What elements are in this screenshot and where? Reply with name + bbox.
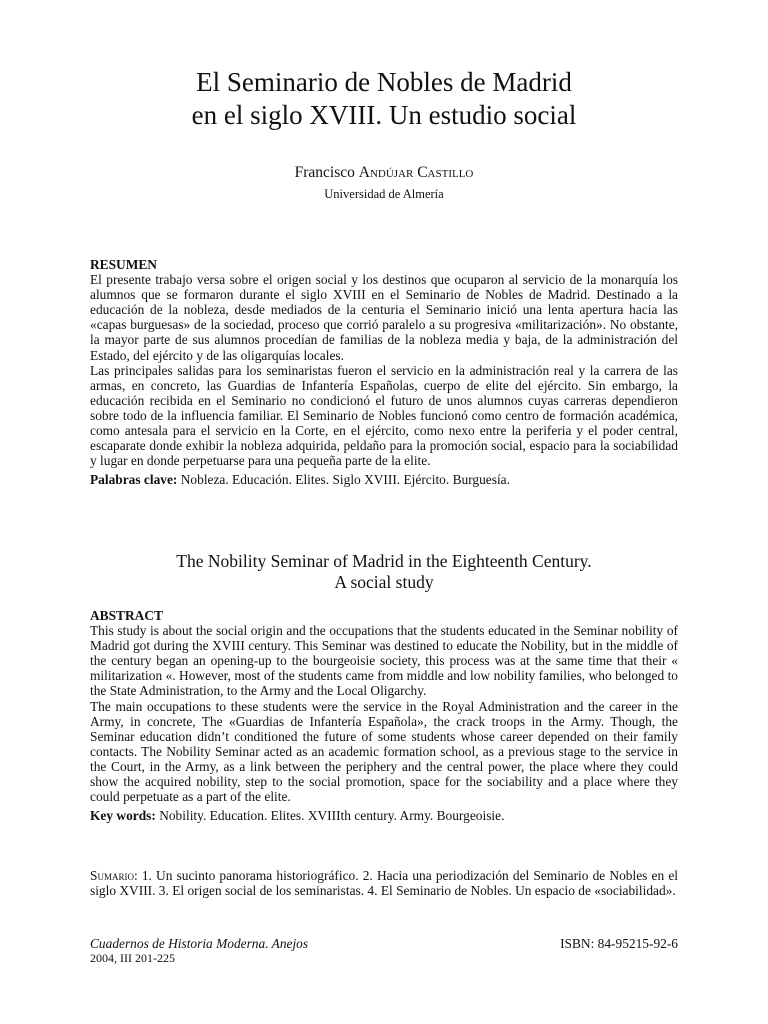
title-line-2: en el siglo XVIII. Un estudio social xyxy=(191,100,577,130)
sumario-section xyxy=(90,868,678,898)
resumen-keywords-text: Nobleza. Educación. Elites. Siglo XVIII. Ejército. Burguesía. xyxy=(177,472,510,488)
english-title-line-2: A social study xyxy=(334,572,434,592)
journal-name: Cuadernos de Historia Moderna. Anejos xyxy=(90,936,309,951)
english-title-line-1: The Nobility Seminar of Madrid in the Eighteenth Century. xyxy=(176,551,592,571)
abstract-paragraph-2: The main occupations to these students were the service in the Royal Administration and the career in the Army, in concrete, The «Guardias de Infantería Española», the crack troops in the Army. Though, the Seminar education didn’t conditioned the future of some students whose career depended on their family contacts. The Nobility Seminar acted as an academic formation school, as a previous stage to the service in the Court, in the Army, as a link between the periphery and the central power, the place where they could show the acquired nobility, step to the social promotion, space for the sociability and a place where they could perpetuate as a part of the elite. xyxy=(90,698,678,805)
abstract-paragraph-1: This study is about the social origin and the occupations that the students educated in the Seminar nobility of Madrid got during the XVIII century. This Seminar was destined to educate the Nobility, but in the middle of the century began an opening-up to the bourgeoisie society, this process was at the same time that their « militarization «. However, most of the students came from middle and low nobility families, who belonged to the State Administration, to the Army and the Local Oligarchy. xyxy=(90,623,678,699)
footer-journal-info xyxy=(90,936,308,966)
resumen-paragraph-2: Las principales salidas para los seminaristas fueron el servicio en la administración real y la carrera de las armas, en concreto, las Guardias de Infantería Españolas, cuerpo de elite del ejército. Sin embargo, la educación recibida en el Seminario no condicionó el futuro de unos alumnos cuyas carreras dependieron sobre todo de la influencia familiar. El Seminario de Nobles funcionó como centro de formación académica, como antesala para el servicio en la Corte, en el ejército, como nexo entre la periferia y el poder central, escaparate donde exhibir la nobleza adquirida, peldaño para la promoción social, espacio para la sociabilidad y lugar en donde perpetuarse para una pequeña parte de la elite. xyxy=(90,362,678,469)
abstract-section xyxy=(90,608,678,823)
abstract-keywords xyxy=(90,808,678,823)
sumario-text xyxy=(90,868,678,898)
abstract-keywords-label: Key words: xyxy=(90,808,156,824)
sumario-content: 1. Un sucinto panorama historiográfico. 2. Hacia una periodización del Seminario de Nobles en el siglo XVIII. 3. El origen social de los seminaristas. 4. El Seminario de Nobles. Un espacio de «sociabilidad». xyxy=(90,868,678,899)
sumario-label: Sumario: xyxy=(90,868,138,883)
abstract-heading: ABSTRACT xyxy=(90,608,163,623)
resumen-heading: RESUMEN xyxy=(90,257,157,272)
author-affiliation: Universidad de Almería xyxy=(324,187,444,201)
resumen-section xyxy=(90,257,678,487)
resumen-paragraph-1: El presente trabajo versa sobre el origen social y los destinos que ocuparon al servicio de la monarquía los alumnos que se formaron durante el siglo XVIII en el Seminario de Nobles de Madrid. Destinado a la educación de la nobleza, desde mediados de la centuria el Seminario inició una lenta apertura hacia las «capas burguesas» de la sociedad, proceso que corrió paralelo a su progresiva «militarización». No obstante, la mayor parte de sus alumnos procedían de familias de la nobleza media y baja, de la administración del Estado, del ejército y de las oligarquías locales. xyxy=(90,272,678,363)
article-title xyxy=(90,66,678,132)
author-last-name: Andújar Castillo xyxy=(358,164,474,181)
resumen-keywords-label: Palabras clave: xyxy=(90,472,178,488)
resumen-keywords xyxy=(90,472,678,487)
journal-issue: 2004, III 201-225 xyxy=(90,951,175,965)
abstract-keywords-text: Nobility. Education. Elites. XVIIIth century. Army. Bourgeoisie. xyxy=(155,808,505,824)
isbn: ISBN: 84-95215-92-6 xyxy=(560,936,678,951)
english-title xyxy=(90,551,678,593)
title-line-1: El Seminario de Nobles de Madrid xyxy=(196,67,572,97)
author-first-name: Francisco xyxy=(294,164,359,181)
author-name xyxy=(90,163,678,183)
